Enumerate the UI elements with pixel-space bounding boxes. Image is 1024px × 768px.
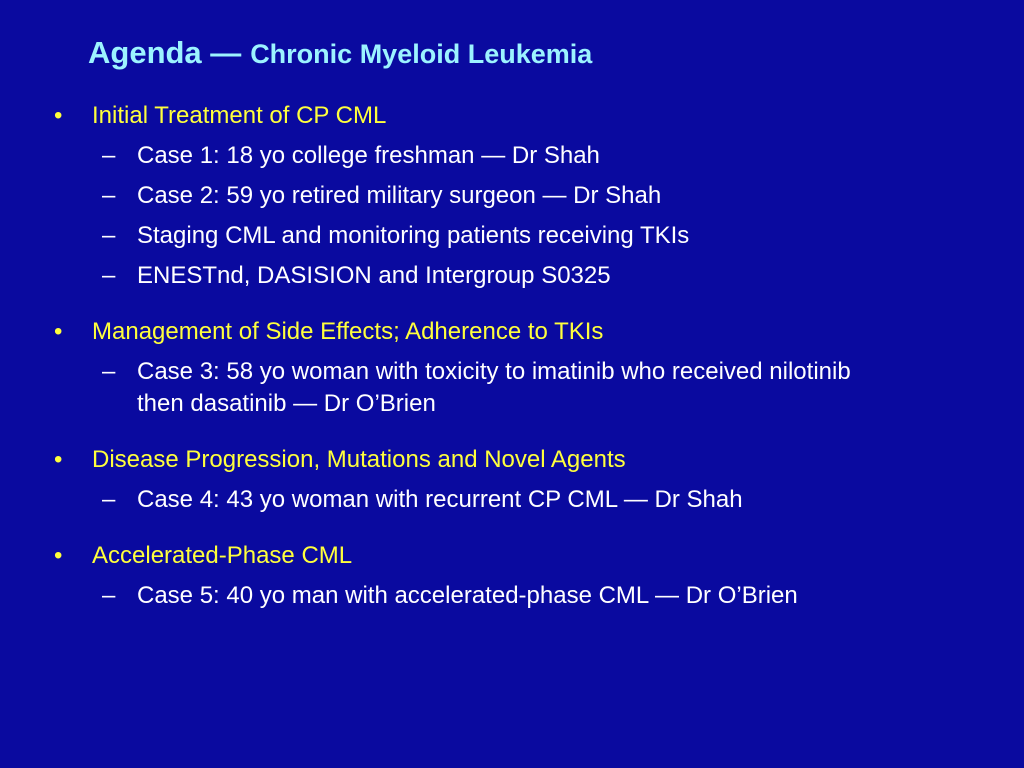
section-item-text: Case 2: 59 yo retired military surgeon — Dr Shah: [137, 182, 662, 209]
section-item-text: Case 3: 58 yo woman with toxicity to imatinib who received nilotinib then dasatinib — Dr O’Brien: [137, 358, 851, 417]
section-item: [0, 352, 1024, 424]
dash-icon: –: [102, 222, 116, 249]
bullet-icon: •: [54, 102, 63, 129]
section-items: [0, 480, 1024, 520]
dash-icon: –: [102, 486, 116, 513]
title-topic: Chronic Myeloid Leukemia: [250, 39, 593, 69]
section-items: [0, 576, 1024, 616]
section-heading: Accelerated-Phase CML: [92, 542, 353, 569]
bullet-icon: •: [54, 318, 63, 345]
section-item: [0, 480, 1024, 520]
dash-icon: –: [102, 582, 116, 609]
section-item-text: Staging CML and monitoring patients receiving TKIs: [137, 222, 690, 249]
agenda-section: [0, 312, 1024, 424]
section-heading-line: [0, 536, 1024, 576]
slide-title: [88, 30, 592, 76]
section-items: [0, 352, 1024, 424]
section-item-text: Case 5: 40 yo man with accelerated-phase CML — Dr O’Brien: [137, 582, 798, 609]
section-item-text: ENESTnd, DASISION and Intergroup S0325: [137, 262, 611, 289]
section-heading-line: [0, 312, 1024, 352]
section-item: [0, 576, 1024, 616]
section-heading: Management of Side Effects; Adherence to TKIs: [92, 318, 604, 345]
section-heading-line: [0, 96, 1024, 136]
agenda-list: [0, 96, 1024, 632]
agenda-section: [0, 440, 1024, 520]
dash-icon: –: [102, 358, 116, 385]
section-heading: Disease Progression, Mutations and Novel Agents: [92, 446, 626, 473]
section-items: [0, 136, 1024, 296]
section-item: [0, 176, 1024, 216]
agenda-section: [0, 96, 1024, 296]
agenda-section: [0, 536, 1024, 616]
section-item-text: Case 1: 18 yo college freshman — Dr Shah: [137, 142, 600, 169]
dash-icon: –: [102, 262, 116, 289]
bullet-icon: •: [54, 446, 63, 473]
title-agenda: Agenda —: [88, 35, 242, 70]
section-item: [0, 216, 1024, 256]
section-item-text: Case 4: 43 yo woman with recurrent CP CML — Dr Shah: [137, 486, 743, 513]
bullet-icon: •: [54, 542, 63, 569]
dash-icon: –: [102, 182, 116, 209]
section-heading: Initial Treatment of CP CML: [92, 102, 387, 129]
section-heading-line: [0, 440, 1024, 480]
section-item: [0, 136, 1024, 176]
section-item: [0, 256, 1024, 296]
dash-icon: –: [102, 142, 116, 169]
